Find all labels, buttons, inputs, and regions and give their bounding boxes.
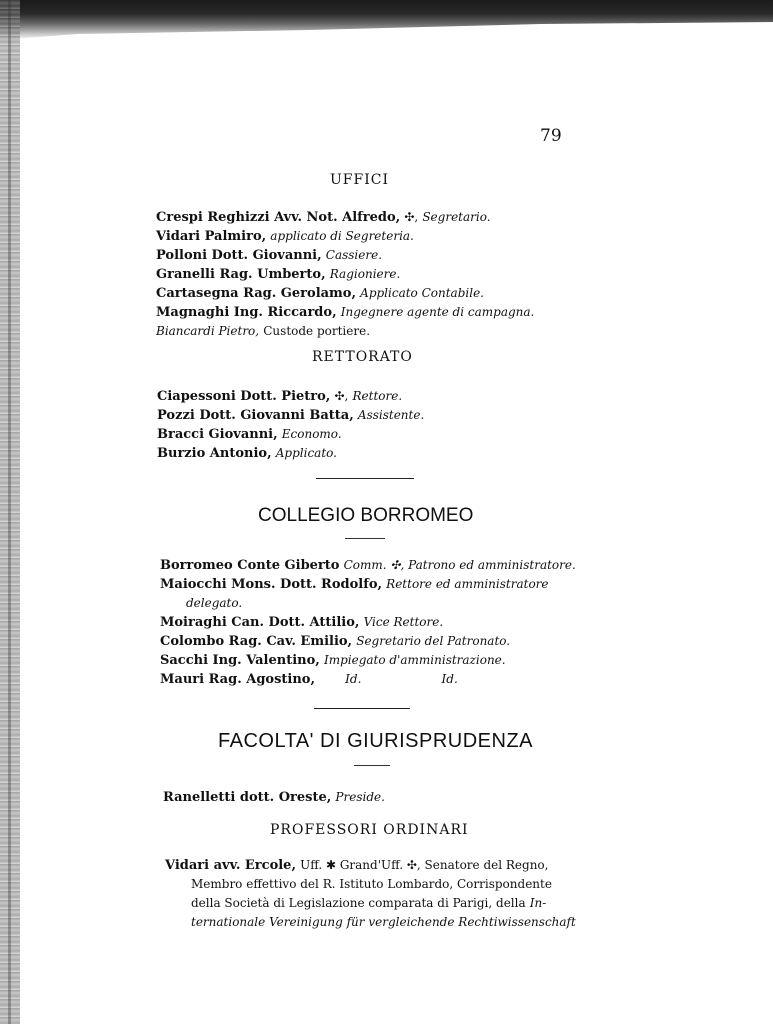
section-divider bbox=[314, 708, 410, 709]
list-item-continuation bbox=[165, 875, 576, 894]
person-role: Rettore. bbox=[352, 389, 403, 403]
list-item bbox=[160, 575, 576, 594]
list-item bbox=[157, 387, 424, 406]
list-item bbox=[160, 556, 576, 575]
person-titles: della Società di Legislazione comparata di Parigi, della bbox=[191, 896, 526, 910]
person-name: Granelli Rag. Umberto, bbox=[156, 267, 326, 282]
person-role-repeat: Id. bbox=[441, 672, 458, 686]
section-divider bbox=[316, 478, 414, 479]
rettorato-list bbox=[157, 387, 424, 463]
list-item bbox=[156, 284, 534, 303]
heading-underline bbox=[354, 765, 390, 766]
section-heading-uffici: UFFICI bbox=[330, 172, 389, 188]
scan-border-left-line bbox=[8, 0, 11, 1024]
person-name: Sacchi Ing. Valentino, bbox=[160, 653, 320, 668]
list-item bbox=[156, 227, 534, 246]
heading-underline bbox=[345, 538, 385, 539]
list-item bbox=[157, 444, 424, 463]
cross-icon: ✣, bbox=[404, 210, 419, 224]
list-item bbox=[160, 613, 576, 632]
person-role: Applicato Contabile. bbox=[360, 286, 484, 300]
person-titles: Uff. ✱ Grand'Uff. ✣, Senatore del Regno, bbox=[300, 858, 549, 872]
list-item bbox=[156, 265, 534, 284]
list-item bbox=[165, 856, 576, 875]
person-name: Cartasegna Rag. Gerolamo, bbox=[156, 286, 357, 301]
person-role: Custode portiere. bbox=[263, 324, 371, 338]
person-titles: Membro effettivo del R. Istituto Lombardo, Corrispondente bbox=[191, 877, 552, 891]
subheading-professori-ordinari: PROFESSORI ORDINARI bbox=[270, 822, 469, 838]
person-titles-italic: In- bbox=[529, 896, 547, 910]
person-name: Borromeo Conte Giberto bbox=[160, 558, 340, 573]
person-name: Vidari avv. Ercole, bbox=[165, 858, 296, 873]
person-name: Burzio Antonio, bbox=[157, 446, 272, 461]
list-item bbox=[156, 322, 534, 341]
person-name: Colombo Rag. Cav. Emilio, bbox=[160, 634, 353, 649]
person-role: Segretario del Patronato. bbox=[356, 634, 511, 648]
person-role: Rettore ed amministratore bbox=[386, 577, 549, 591]
person-role: Comm. ✣, Patrono ed amministratore. bbox=[343, 558, 576, 572]
section-heading-facolta: FACOLTA' DI GIURISPRUDENZA bbox=[218, 730, 534, 752]
list-item bbox=[156, 246, 534, 265]
person-role: Preside. bbox=[335, 790, 385, 804]
vidari-entry bbox=[165, 856, 576, 932]
list-item bbox=[160, 670, 576, 689]
person-name: Ciapessoni Dott. Pietro, bbox=[157, 389, 331, 404]
list-item bbox=[163, 788, 385, 807]
person-name: Ranelletti dott. Oreste, bbox=[163, 790, 332, 805]
list-item bbox=[157, 425, 424, 444]
list-item-continuation bbox=[165, 894, 576, 913]
person-role: Id. bbox=[345, 672, 362, 686]
person-name: Moiraghi Can. Dott. Attilio, bbox=[160, 615, 360, 630]
person-titles-italic: ternationale Vereinigung für vergleichende Rechtiwissenschaft bbox=[191, 915, 576, 929]
person-name: Magnaghi Ing. Riccardo, bbox=[156, 305, 337, 320]
collegio-list bbox=[160, 556, 576, 689]
person-role: Ingegnere agente di campagna. bbox=[340, 305, 535, 319]
person-role: applicato di Segreteria. bbox=[270, 229, 414, 243]
person-role: Segretario. bbox=[422, 210, 491, 224]
list-item bbox=[157, 406, 424, 425]
person-role: Vice Rettore. bbox=[363, 615, 444, 629]
person-name: Mauri Rag. Agostino, bbox=[160, 672, 316, 687]
uffici-list bbox=[156, 208, 534, 341]
person-name: Crespi Reghizzi Avv. Not. Alfredo, bbox=[156, 210, 401, 225]
person-role: Ragioniere. bbox=[329, 267, 401, 281]
person-name-italic: Biancardi Pietro, bbox=[156, 324, 260, 338]
list-item bbox=[160, 632, 576, 651]
person-role: Impiegato d'amministrazione. bbox=[323, 653, 506, 667]
cross-icon: ✣, bbox=[334, 389, 349, 403]
person-role: Economo. bbox=[281, 427, 342, 441]
person-role: Assistente. bbox=[357, 408, 425, 422]
person-role: Applicato. bbox=[275, 446, 337, 460]
person-name: Polloni Dott. Giovanni, bbox=[156, 248, 322, 263]
list-item bbox=[156, 208, 534, 227]
page-number: 79 bbox=[540, 126, 562, 146]
person-role: Cassiere. bbox=[325, 248, 383, 262]
list-item bbox=[156, 303, 534, 322]
section-heading-collegio: COLLEGIO BORROMEO bbox=[258, 505, 474, 526]
preside-entry bbox=[163, 788, 385, 807]
person-role: delegato. bbox=[186, 596, 243, 610]
person-name: Maiocchi Mons. Dott. Rodolfo, bbox=[160, 577, 383, 592]
list-item bbox=[160, 651, 576, 670]
scan-border-top bbox=[0, 0, 773, 40]
person-name: Vidari Palmiro, bbox=[156, 229, 267, 244]
section-heading-rettorato: RETTORATO bbox=[312, 349, 413, 365]
person-name: Pozzi Dott. Giovanni Batta, bbox=[157, 408, 354, 423]
list-item-continuation bbox=[160, 594, 576, 613]
list-item-continuation bbox=[165, 913, 576, 932]
person-name: Bracci Giovanni, bbox=[157, 427, 278, 442]
